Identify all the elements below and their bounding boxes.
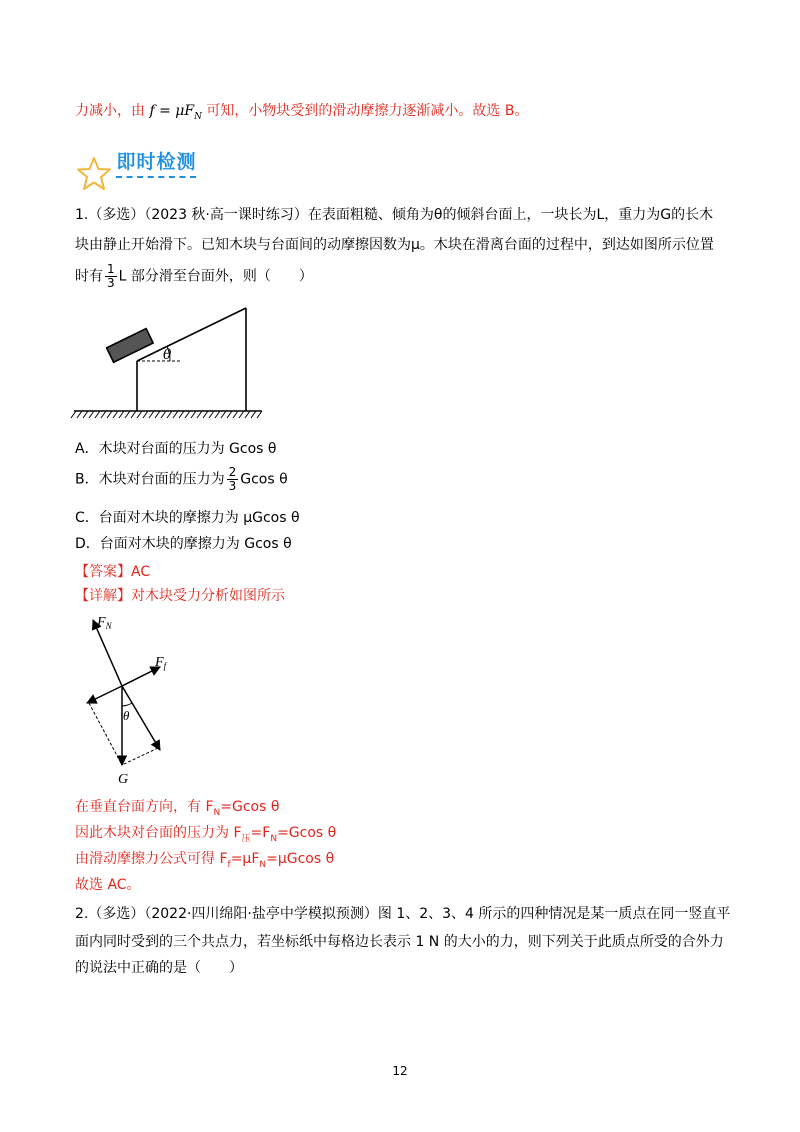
g-label: G [118, 772, 129, 787]
fig1-theta-label: θ [163, 347, 172, 363]
option-d: D．台面对木块的摩擦力为 Gcos θ [75, 536, 292, 552]
fig2-theta-label: θ [123, 708, 130, 723]
sol2-text: 因此木块对台面的压力为 F [75, 825, 242, 841]
friction-formula [149, 103, 202, 122]
option-b [75, 466, 288, 493]
section-title: 即时检测 [116, 151, 196, 178]
frac-b-den: 3 [228, 479, 237, 493]
frac-num: 1 [107, 262, 115, 276]
star-icon [76, 156, 112, 192]
continuation-suffix: 可知，小物块受到的滑动摩擦力逐渐减小。故选 B。 [206, 103, 529, 119]
formula-main: f = μF [149, 103, 195, 119]
q2-line2: 面内同时受到的三个共点力，若坐标纸中每格边长表示 1 N 的大小的力，则下列关于此质点所受的合外力 [75, 934, 724, 950]
sol3-sub2: N [259, 859, 267, 870]
option-c: C．台面对木块的摩擦力为 μGcos θ [75, 510, 300, 526]
q1-line3-prefix: 时有 [75, 268, 103, 285]
conclusion: 故选 AC。 [75, 877, 141, 893]
sol1-end: =Gcos θ [220, 799, 280, 815]
fn-label: $F_N$ [97, 615, 112, 631]
section-header [76, 151, 197, 192]
page-number: 12 [392, 1064, 408, 1078]
sol3-text: 由滑动摩擦力公式可得 F [75, 851, 228, 867]
option-b-suffix: Gcos θ [240, 471, 288, 488]
q1-line2: 块由静止开始滑下。已知木块与台面间的动摩擦因数为μ。木块在滑离台面的过程中，到达如图所示位置 [75, 237, 714, 253]
sol3-sub: f [227, 859, 231, 870]
sol2-end: =Gcos θ [277, 825, 337, 841]
solution-line-3 [75, 849, 334, 875]
option-b-prefix: B．木块对台面的压力为 [75, 471, 225, 488]
continuation-text [75, 101, 528, 127]
sol1-text: 在垂直台面方向，有 F [75, 799, 214, 815]
force-diagram [75, 610, 205, 790]
q1-line1: 1.（多选）（2023 秋·高一课时练习）在表面粗糙、倾角为θ的倾斜台面上，一块长为L，重力为G的长木 [75, 207, 714, 223]
option-a: A．木块对台面的压力为 Gcos θ [75, 441, 277, 457]
sol1-sub: N [213, 807, 221, 818]
solution-line-1 [75, 797, 279, 823]
sol2-mid: =F [250, 825, 271, 841]
answer-label: 【答案】AC [75, 564, 151, 580]
detail-label: 【详解】对木块受力分析如图所示 [75, 588, 285, 604]
frac-b-num: 2 [228, 465, 237, 479]
solution-line-2 [75, 823, 336, 849]
formula-sub: N [194, 111, 202, 122]
frac-den: 3 [107, 276, 115, 290]
q2-line1: 2.（多选）（2022·四川绵阳·盐亭中学模拟预测）图 1、2、3、4 所示的四种情况是某一质点在同一竖直平 [75, 906, 731, 922]
sol2-sub2: N [270, 833, 278, 844]
continuation-prefix: 力减小，由 [75, 103, 145, 119]
fraction-one-third [105, 263, 117, 290]
fraction-two-thirds [227, 466, 239, 493]
sol2-sub: 压 [241, 833, 251, 844]
q1-line3-suffix: L 部分滑至台面外，则（ ） [118, 268, 313, 285]
q2-line3: 的说法中正确的是（ ） [75, 960, 243, 976]
sol3-mid: =μF [230, 851, 260, 867]
incline-figure [70, 300, 270, 425]
sol3-end: =μGcos θ [266, 851, 335, 867]
q1-line3 [75, 263, 313, 290]
ff-label: $F_f$ [155, 655, 167, 671]
